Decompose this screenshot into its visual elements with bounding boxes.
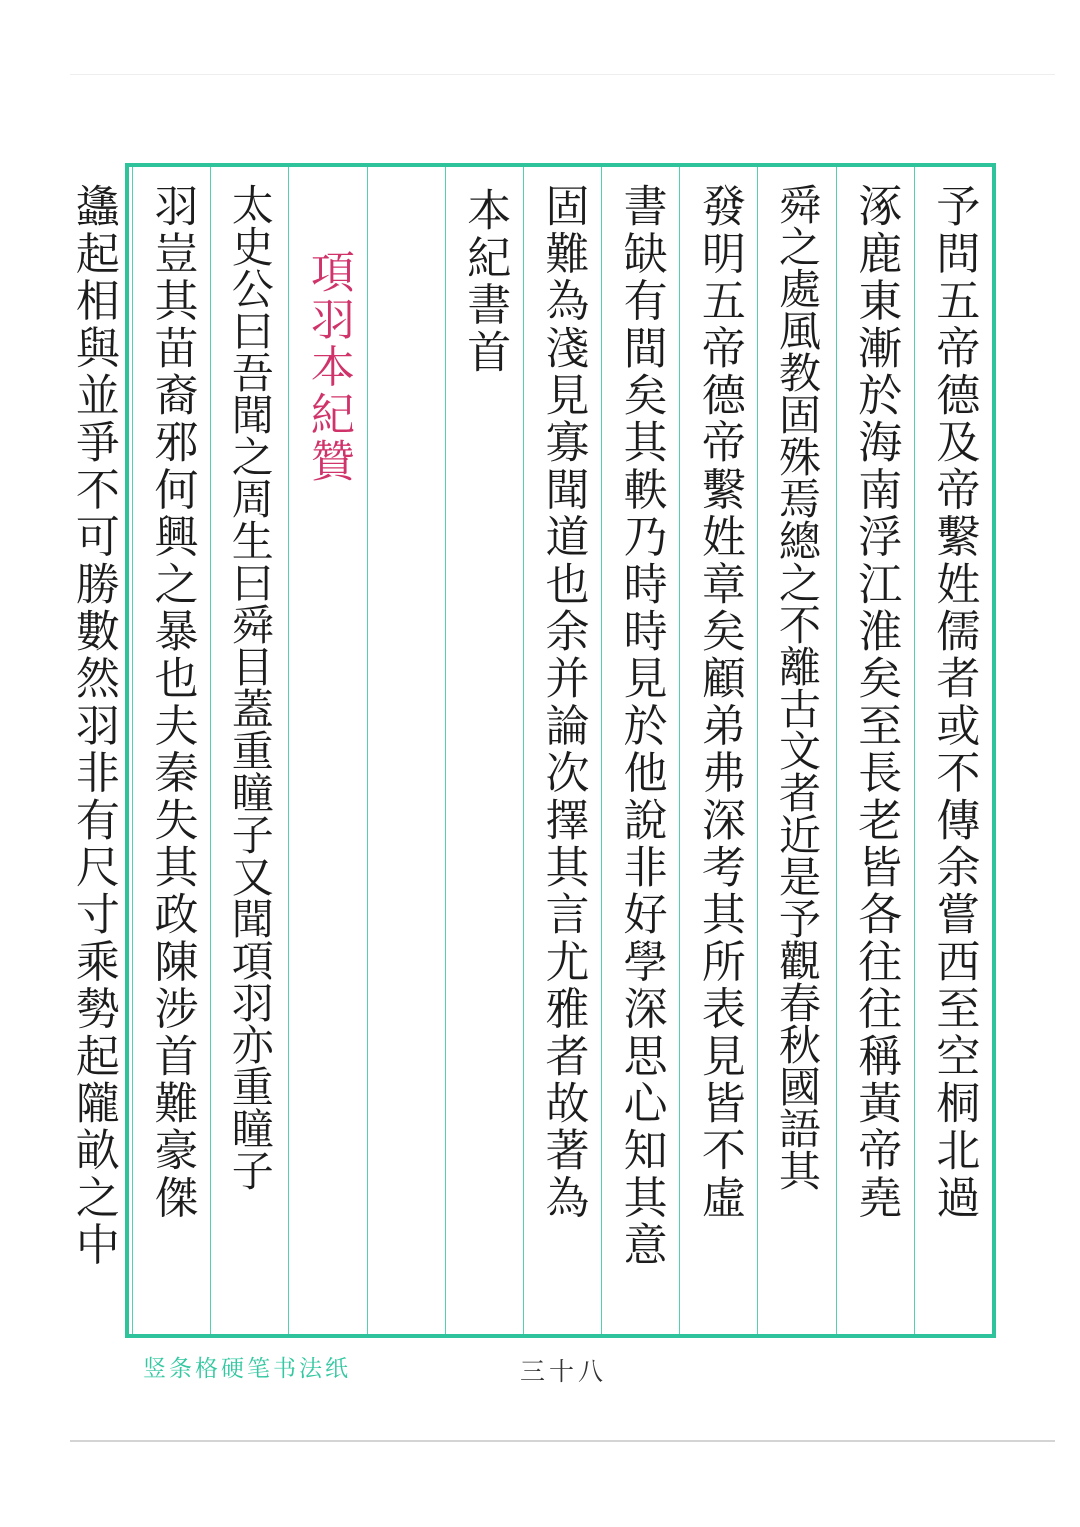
column-text: 太史公曰吾聞之周生曰舜目蓋重瞳子又聞項羽亦重瞳子 [225,183,275,1191]
column-text: 書缺有間矣其軼乃時時見於他說非好學深思心知其意 [615,183,667,1269]
section-end-text: 本紀書首 [459,187,511,376]
page-number: 三十八 [520,1357,608,1386]
grid-column-6 [523,167,601,1334]
grid-column-5 [601,167,679,1334]
grid-column-10 [210,167,288,1334]
grid-column-2 [836,167,914,1334]
grid-column-8 [367,167,445,1334]
grid-column-11 [132,167,210,1334]
grid-column-3 [757,167,835,1334]
grid-column-1 [914,167,992,1334]
scan-edge-top [70,74,1055,75]
column-text: 予問五帝德及帝繫姓儒者或不傳余嘗西至空桐北過 [928,183,980,1222]
grid-column-7 [445,167,523,1334]
scan-edge-bottom [70,1440,1055,1442]
column-text: 舜之處風教固殊焉總之不離古文者近是予觀春秋國語其 [773,183,823,1191]
section-title: 項羽本紀贊 [302,249,354,485]
calligraphy-grid-sheet [67,163,996,1338]
column-text: 蠭起相與並爭不可勝數然羽非有尺寸乘勢起隴畝之中 [67,183,119,1269]
grid-column-4 [679,167,757,1334]
column-text: 固難為淺見寡聞道也余并論次擇其言尤雅者故著為 [537,183,589,1222]
grid-column-9 [288,167,366,1334]
column-text: 涿鹿東漸於海南浮江淮矣至長老皆各往往稱黃帝堯 [850,183,902,1222]
column-text: 發明五帝德帝繫姓章矣顧弟弗深考其所表見皆不虛 [693,183,745,1222]
grid-column-12 [54,167,132,1334]
paper-type-label: 竖条格硬笔书法纸 [143,1356,351,1382]
column-text: 羽豈其苗裔邪何興之暴也夫秦失其政陳涉首難豪傑 [146,183,198,1222]
